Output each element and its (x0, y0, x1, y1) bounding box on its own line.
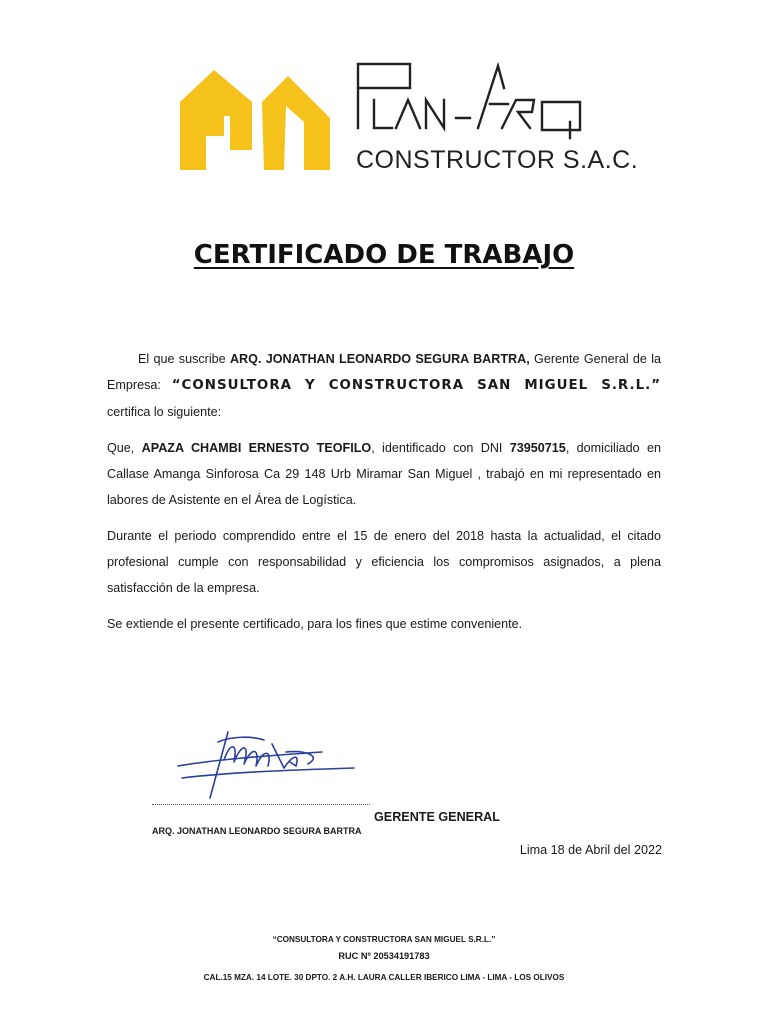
signer-name: ARQ. JONATHAN LEONARDO SEGURA BARTRA, (229, 352, 530, 366)
issue-date: Lima 18 de Abril del 2022 (519, 843, 662, 857)
document-title: CERTIFICADO DE TRABAJO (193, 240, 575, 270)
handwritten-signature (172, 722, 362, 802)
intro-text: El que suscribe (138, 352, 230, 366)
footer-company: “CONSULTORA Y CONSTRUCTORA SAN MIGUEL S.R.L.” (272, 935, 496, 944)
logo-subtitle: CONSTRUCTOR S.A.C. (356, 146, 639, 174)
paragraph-closing: Se extiende el presente certificado, para los fines que estime conveniente. (107, 617, 523, 631)
signature-line (152, 804, 370, 805)
employee-middle: , identificado con DNI (371, 441, 510, 455)
employee-start: Que, (107, 441, 142, 455)
paragraph-period: Durante el periodo comprendido entre el 15 de enero del 2018 hasta la actualidad, el citado profesional cumple con responsabilidad y eficiencia los compromisos asignados, a plena satisfacción de la empresa. (107, 529, 661, 595)
intro-tail-text: certifica lo siguiente: (107, 405, 222, 419)
logo-mark-shapes (180, 70, 330, 170)
footer (0, 932, 768, 986)
paragraph-intro (107, 346, 661, 425)
footer-address: CAL.15 MZA. 14 LOTE. 30 DPTO. 2 A.H. LAURA CALLER IBERICO LIMA - LIMA - LOS OLIVOS (203, 973, 565, 982)
paragraph-employee (107, 435, 661, 513)
certificate-body (107, 346, 661, 647)
intro-mid-text: Gerente General de la Empresa: (107, 352, 662, 392)
signer-printed-name: ARQ. JONATHAN LEONARDO SEGURA BARTRA (152, 826, 362, 836)
employee-dni: 73950715 (509, 441, 566, 455)
ruc-number: 20534191783 (373, 951, 430, 961)
logo-wordmark (352, 60, 588, 140)
footer-ruc (0, 948, 768, 964)
employee-end: , domiciliado en Callase Amanga Sinforosa Ca 29 148 Urb Miramar San Miguel , trabajó en mi representado en labores de Asistente en el Área de Logística. (107, 441, 661, 507)
signer-role: GERENTE GENERAL (374, 810, 500, 824)
ruc-label: RUC Nº (338, 951, 374, 961)
employee-name: APAZA CHAMBI ERNESTO TEOFILO (141, 441, 372, 455)
company-name: “CONSULTORA Y CONSTRUCTORA SAN MIGUEL S.R.L.” (171, 378, 661, 393)
house-pa-logo-icon (180, 66, 330, 170)
